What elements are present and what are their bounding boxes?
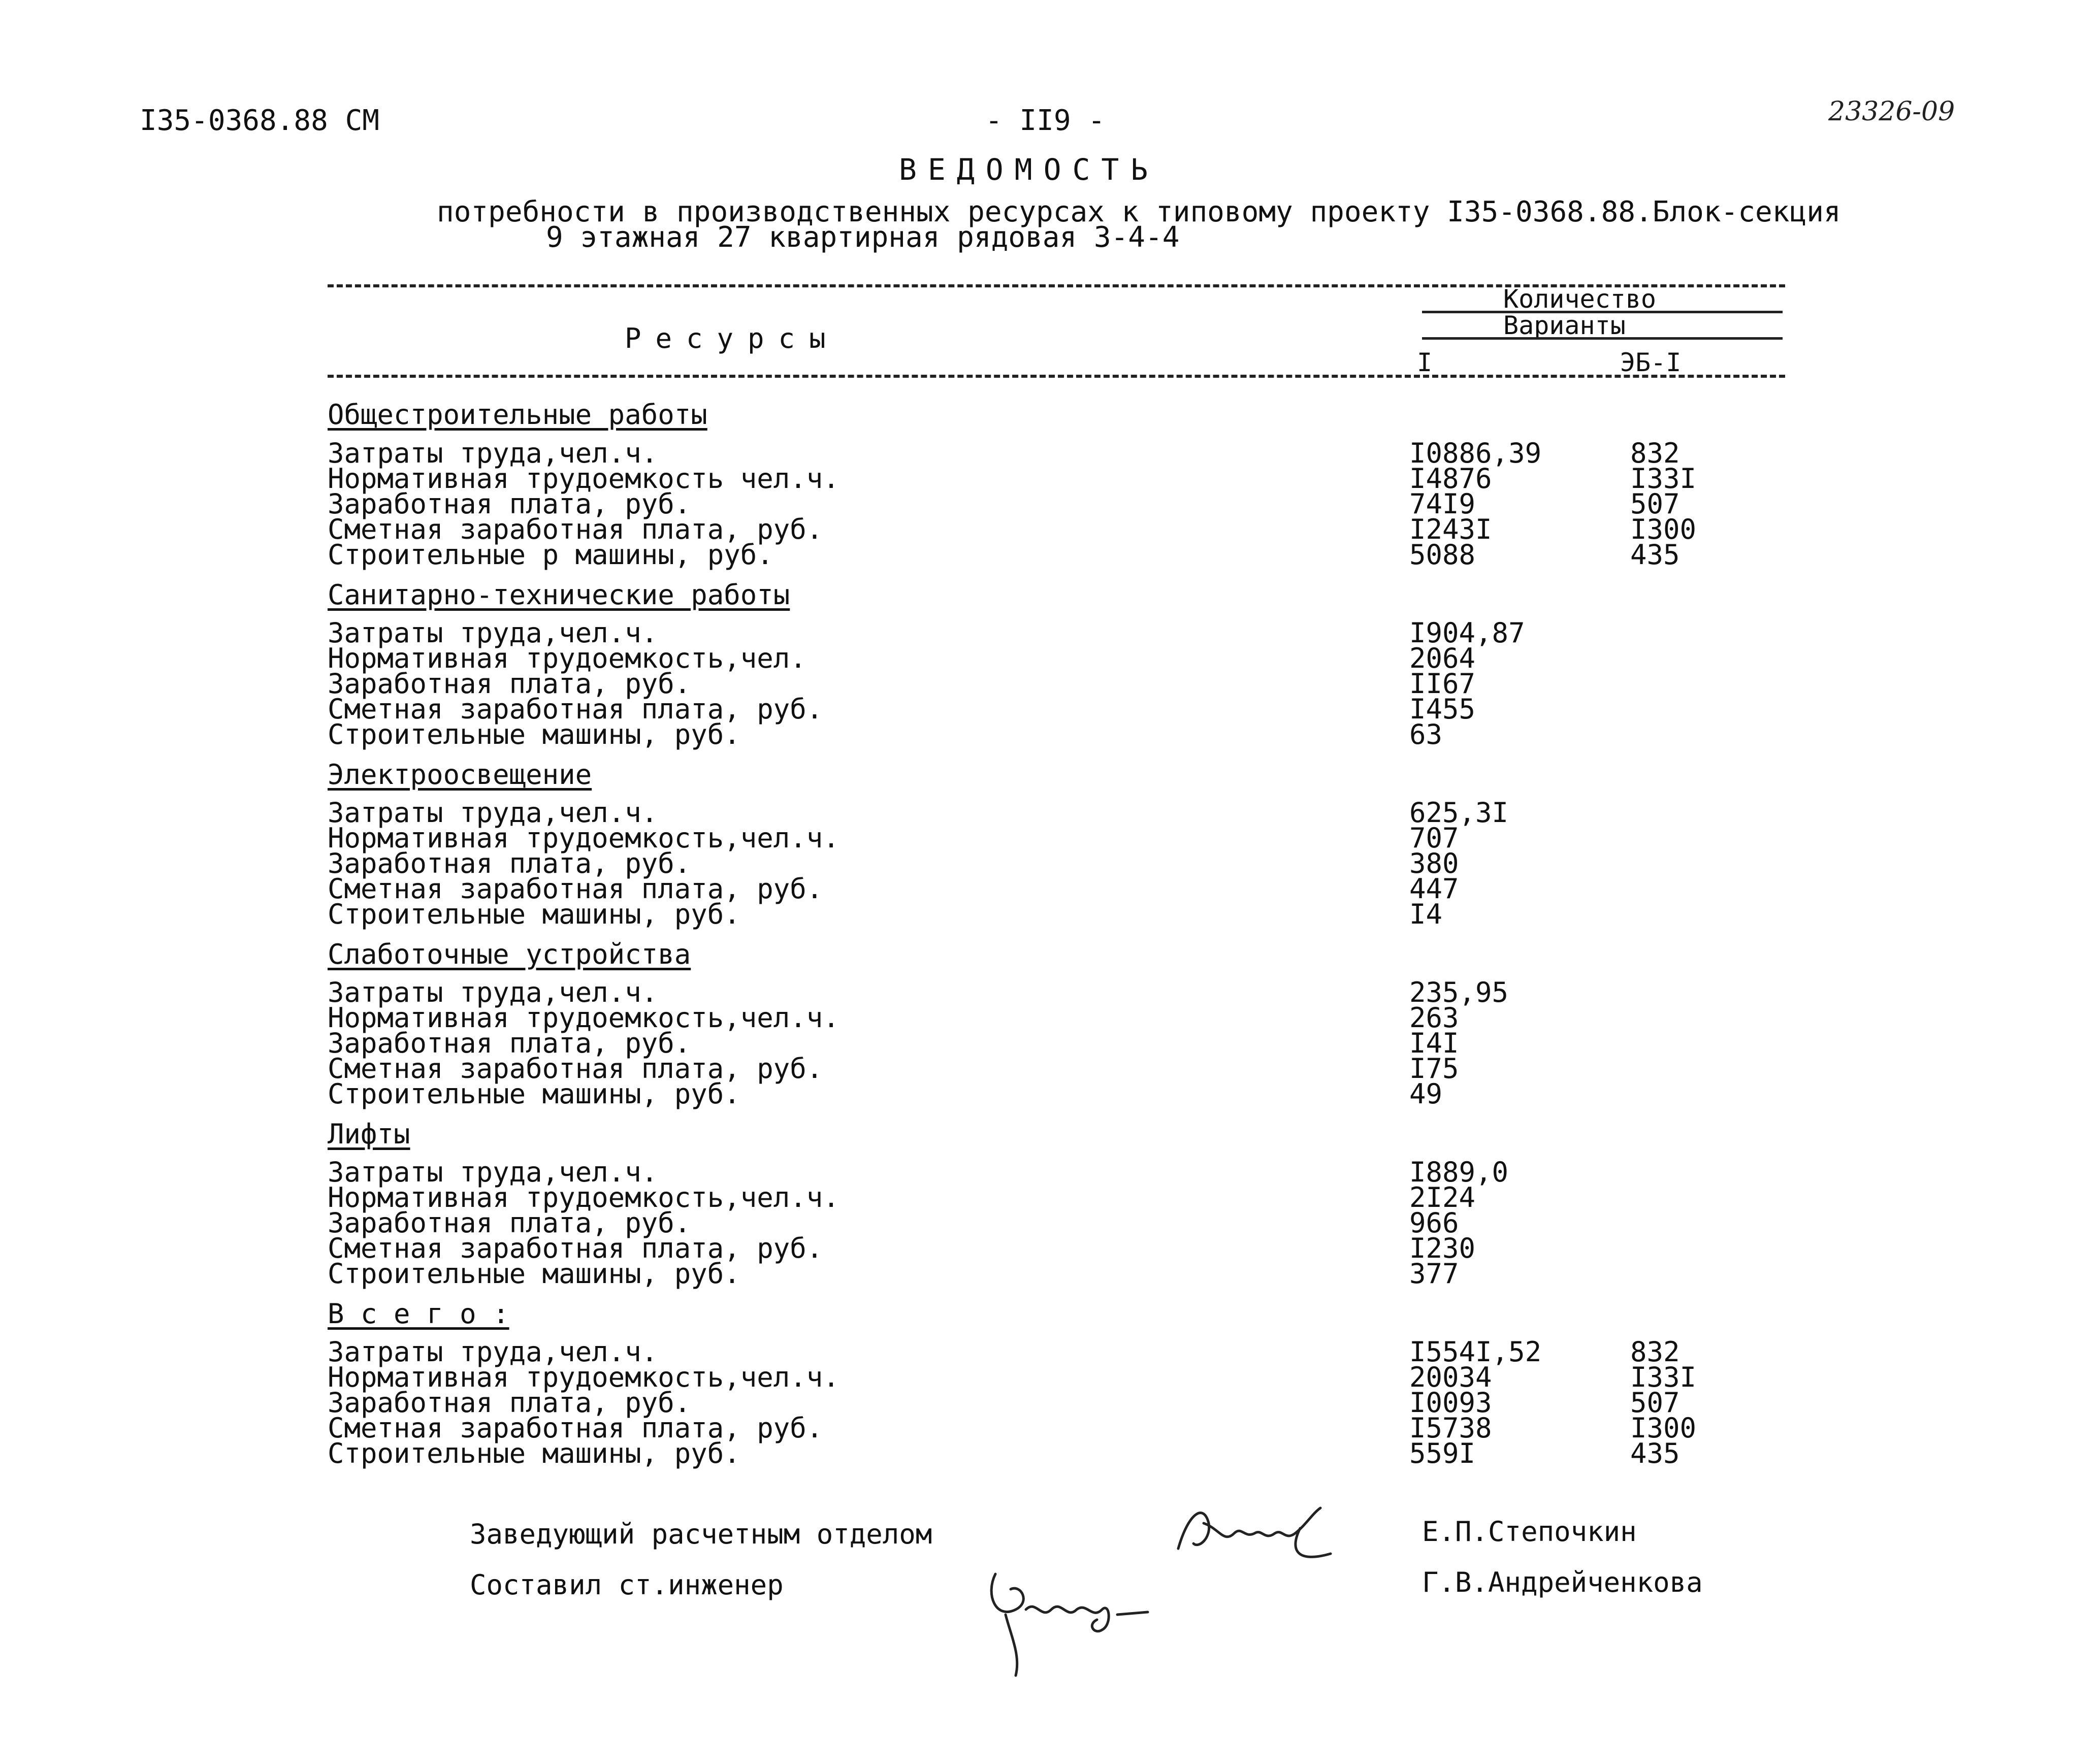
value-variant-1: I0886,39 [1409,437,1542,469]
value-variant-1: 263 [1409,1002,1459,1034]
section-title: Общестроительные работы [328,399,707,431]
row-label: Сметная заработная плата, руб. [328,1053,823,1085]
quantity-header: Количество [1503,284,1657,314]
section-title: Санитарно-технические работы [328,579,790,611]
value-variant-1: 74I9 [1409,488,1476,520]
row-label: Сметная заработная плата, руб. [328,693,823,725]
value-variant-2: 435 [1630,1437,1680,1469]
value-variant-1: 559I [1409,1437,1476,1469]
head-of-department-name: Е.П.Степочкин [1422,1516,1637,1548]
value-variant-1: I904,87 [1409,617,1525,649]
value-variant-2: 435 [1630,539,1680,571]
row-label: Сметная заработная плата, руб. [328,873,823,905]
document-subtitle-line2: 9 этажная 27 квартирная рядовая 3-4-4 [546,221,1180,254]
value-variant-1: 63 [1409,718,1443,750]
row-label: Строительные машины, руб. [328,718,740,750]
value-variant-2: 832 [1630,1336,1680,1368]
section-title: Лифты [328,1118,410,1150]
value-variant-1: 966 [1409,1207,1459,1239]
row-label: Затраты труда,чел.ч. [328,797,658,829]
table-row [328,898,1851,930]
value-variant-1: I889,0 [1409,1156,1509,1188]
author-name: Г.В.Андрейченкова [1422,1566,1703,1598]
author-title: Составил ст.инженер [470,1569,784,1601]
row-label: Строительные р машины, руб. [328,539,773,571]
value-variant-2: I300 [1630,1412,1697,1444]
row-label: Нормативная трудоемкость,чел.ч. [328,1182,839,1213]
value-variant-1: I5738 [1409,1412,1492,1444]
row-label: Заработная плата, руб. [328,1387,691,1419]
row-label: Затраты труда,чел.ч. [328,1156,658,1188]
variant-2-header: ЭБ-I [1620,348,1682,377]
row-label: Сметная заработная плата, руб. [328,1232,823,1264]
table-row [328,1258,1851,1290]
value-variant-1: I4876 [1409,463,1492,495]
value-variant-1: 235,95 [1409,976,1509,1008]
value-variant-2: I33I [1630,463,1697,495]
table-header-rule [328,375,1785,378]
table-row [328,718,1851,750]
document-title: ВЕДОМОСТЬ [899,152,1159,187]
row-label: Строительные машины, руб. [328,898,740,930]
row-label: Нормативная трудоемкость,чел.ч. [328,1361,839,1393]
table-row [328,1078,1851,1110]
row-label: Заработная плата, руб. [328,488,691,520]
variants-header: Варианты [1503,311,1626,340]
section-title: В с е г о : [328,1298,509,1330]
value-variant-1: 2064 [1409,642,1476,674]
table-row [328,1437,1851,1469]
value-variant-1: I230 [1409,1232,1476,1264]
row-label: Нормативная трудоемкость,чел. [328,642,806,674]
value-variant-1: II67 [1409,668,1476,700]
value-variant-2: 832 [1630,437,1680,469]
value-variant-1: I4I [1409,1027,1459,1059]
row-label: Затраты труда,чел.ч. [328,976,658,1008]
row-label: Строительные машины, руб. [328,1437,740,1469]
value-variant-2: I33I [1630,1361,1697,1393]
value-variant-1: I0093 [1409,1387,1492,1419]
row-label: Заработная плата, руб. [328,668,691,700]
section-title: Слаботочные устройства [328,938,691,970]
head-of-department-title: Заведующий расчетным отделом [470,1518,932,1550]
value-variant-2: 507 [1630,488,1680,520]
row-label: Нормативная трудоемкость чел.ч. [328,463,839,495]
value-variant-1: 625,3I [1409,797,1509,829]
section-title: Электроосвещение [328,759,592,791]
row-label: Заработная плата, руб. [328,1027,691,1059]
row-label: Затраты труда,чел.ч. [328,1336,658,1368]
document-subtitle-line1: потребности в производственных ресурсах к типовому проекту I35-0368.88.Блок-секция [437,195,1841,228]
value-variant-1: 49 [1409,1078,1443,1110]
value-variant-2: I300 [1630,513,1697,545]
row-label: Строительные машины, руб. [328,1258,740,1290]
row-label: Сметная заработная плата, руб. [328,513,823,545]
table-row [328,539,1851,571]
value-variant-1: 447 [1409,873,1459,905]
value-variant-1: 377 [1409,1258,1459,1290]
page-number: - II9 - [985,104,1106,137]
value-variant-1: I243I [1409,513,1492,545]
archive-number: 23326-09 [1828,96,1955,127]
value-variant-1: I455 [1409,693,1476,725]
resources-header: Ресурсы [625,322,840,354]
row-label: Сметная заработная плата, руб. [328,1412,823,1444]
value-variant-1: 707 [1409,822,1459,854]
row-label: Нормативная трудоемкость,чел.ч. [328,1002,839,1034]
row-label: Нормативная трудоемкость,чел.ч. [328,822,839,854]
head-signature [1168,1493,1361,1584]
doc-code: I35-0368.88 СМ [140,104,380,137]
author-signature [980,1554,1193,1686]
row-label: Затраты труда,чел.ч. [328,617,658,649]
value-variant-1: 380 [1409,847,1459,879]
row-label: Заработная плата, руб. [328,847,691,879]
value-variant-1: 5088 [1409,539,1476,571]
row-label: Затраты труда,чел.ч. [328,437,658,469]
row-label: Строительные машины, руб. [328,1078,740,1110]
value-variant-1: 20034 [1409,1361,1492,1393]
value-variant-2: 507 [1630,1387,1680,1419]
variant-1-header: I [1417,348,1433,377]
value-variant-1: I554I,52 [1409,1336,1542,1368]
row-label: Заработная плата, руб. [328,1207,691,1239]
value-variant-1: 2I24 [1409,1182,1476,1213]
value-variant-1: I75 [1409,1053,1459,1085]
variants-underline [1422,337,1783,340]
value-variant-1: I4 [1409,898,1443,930]
